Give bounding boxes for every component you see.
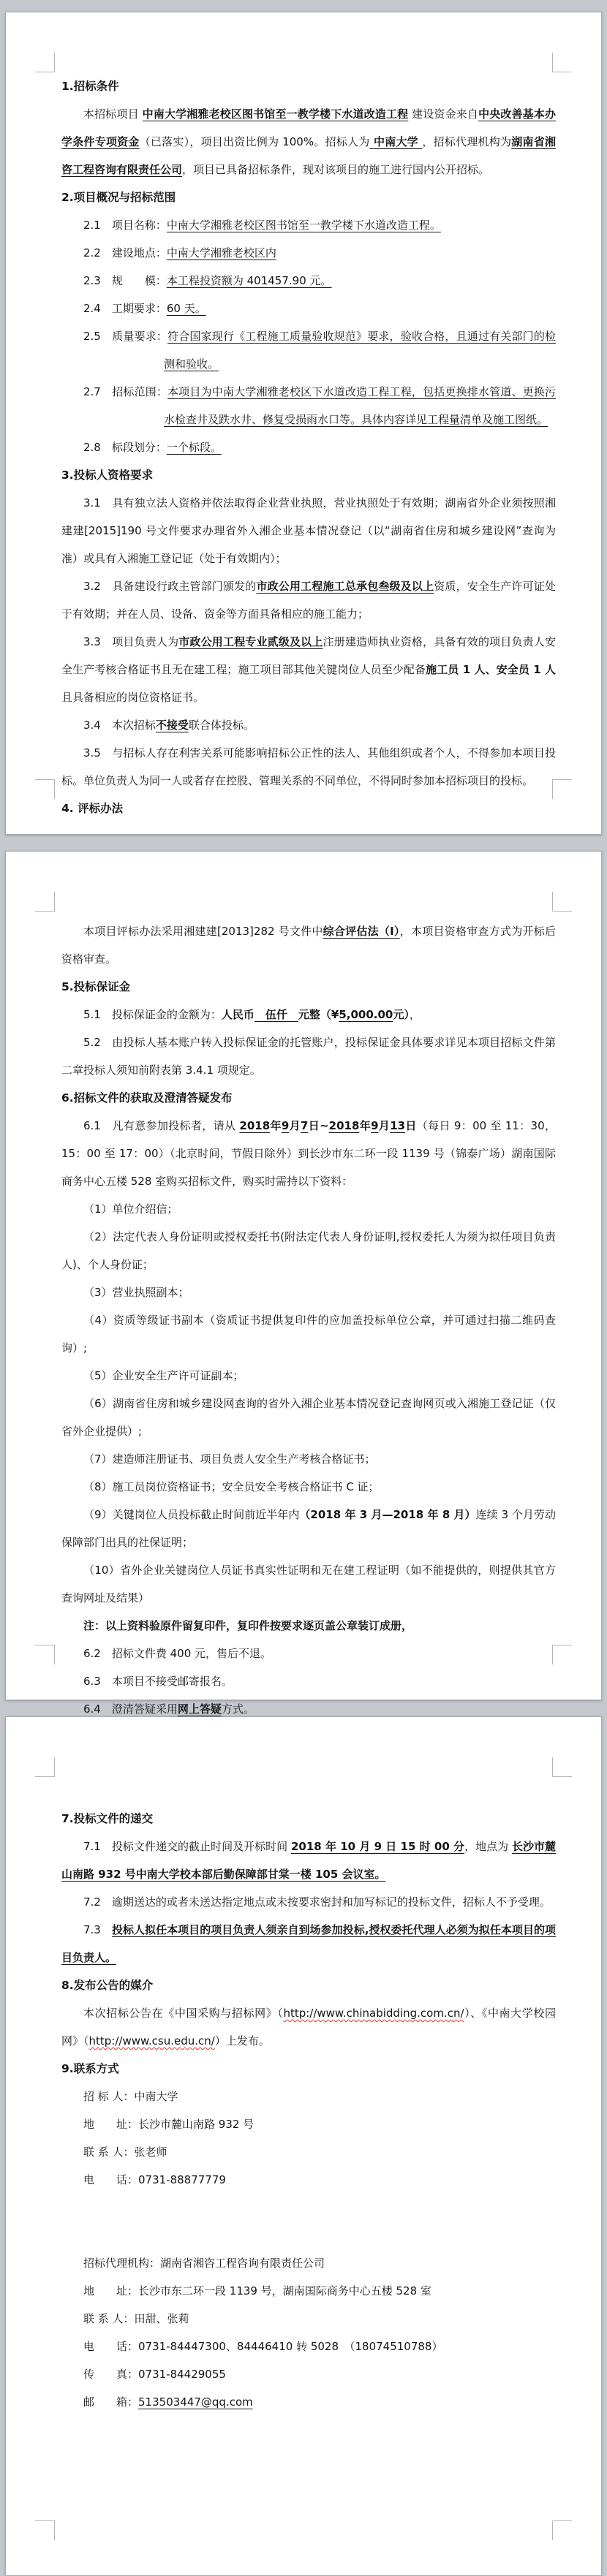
paragraph (61, 1306, 556, 1362)
text-run: （4）资质等级证书副本（资质证书提供复印件的应加盖投标单位公章，并可通过扫描二维码查询）; (61, 1314, 556, 1355)
text-run: ）、《中南大学校园网》（ (61, 2007, 556, 2047)
text-run: 联 系 人：张老师 (83, 2145, 167, 2159)
paragraph (61, 917, 556, 973)
paragraph (61, 2194, 556, 2221)
paragraph (61, 1501, 556, 1556)
paragraph (61, 2277, 556, 2305)
text-run: ，本项目资格审查方式为开标后资格审查。 (61, 925, 556, 966)
text-run: 月 (378, 1119, 391, 1132)
text-run: 招标代理机构：湖南省湘咨工程咨询有限责任公司 (83, 2257, 325, 2270)
text-run: 2.3 规 模： (83, 274, 167, 287)
text-run (83, 2201, 87, 2214)
paragraph (61, 100, 556, 183)
document-page-1[interactable] (5, 12, 602, 835)
text-run: http://www.csu.edu.cn/ (88, 2034, 215, 2047)
text-run: 本招标项目 (83, 107, 143, 121)
text-run: 湖南省湘咨工程咨询有限责任公司 (61, 135, 556, 176)
text-run: 5.投标保证金 (61, 980, 131, 993)
text-run: ， (409, 1008, 421, 1021)
text-run: 7.3 (83, 1923, 112, 1936)
text-run: （已落实），项目出资比例为 100%。招标人为 (139, 135, 370, 148)
text-run (83, 2229, 87, 2242)
text-run: 5.2 由投标人基本账户转入投标保证金的托管账户，投标保证金具体要求详见本项目招标文件第二章投标人须知前附表第 3.4.1 项规定。 (61, 1036, 556, 1077)
section-heading (61, 72, 556, 100)
text-run: 电 话：0731-84447300、84446410 转 5028 （18074510788） (83, 2340, 443, 2353)
paragraph (61, 2305, 556, 2333)
text-run: 地 址：长沙市东二环一段 1139 号，湖南国际商务中心五楼 528 室 (83, 2284, 431, 2297)
text-run: 2.5 质量要求： (83, 330, 168, 343)
text-run: 联合体投标。 (188, 719, 255, 732)
paragraph (61, 1667, 556, 1695)
text-run: 注册建造师执业资格，具备有效的项目负责人安全生产考核合格证书且无在建工程；施工项目部其他关键岗位人员至少配备 (61, 635, 556, 676)
text-run: 中南大学湘雅老校区内 (166, 246, 276, 260)
text-run: ，招标代理机构为 (422, 135, 512, 148)
paragraph (61, 2110, 556, 2138)
page-text-area (6, 1717, 601, 2416)
paragraph (61, 628, 556, 711)
paragraph (61, 711, 556, 739)
text-run: 且具备相应的岗位资格证书。 (61, 691, 205, 704)
text-run: 9 (281, 1119, 290, 1132)
text-run: 中央改善基本办学条件专项资金 (61, 107, 556, 148)
section-heading (61, 461, 556, 489)
text-run: ~ (320, 1119, 329, 1132)
paragraph (61, 267, 556, 295)
text-run: 人民币 (221, 1008, 255, 1021)
text-run: 5.1 投标保证金的金额为： (83, 1008, 222, 1021)
text-run: 4. 评标办法 (61, 802, 124, 815)
text-run: （7）建造师注册证书、项目负责人安全生产考核合格证书； (83, 1452, 376, 1466)
text-run: 本次招标公告在《中国采购与招标网》（ (83, 2007, 284, 2020)
paragraph (61, 2333, 556, 2360)
text-run: 元） (393, 1008, 410, 1021)
text-run: 6.4 澄清答疑采用 (83, 1702, 178, 1716)
text-run: 2018 (239, 1119, 271, 1132)
paragraph (61, 1223, 556, 1278)
paragraph (61, 1028, 556, 1084)
paragraph (61, 1112, 556, 1195)
page-text-area (6, 12, 601, 822)
paragraph (61, 2166, 556, 2194)
text-run: 伍仟 (254, 1008, 298, 1021)
paragraph (61, 2083, 556, 2110)
text-run: 9 (371, 1119, 379, 1132)
paragraph (61, 1916, 556, 1971)
paragraph (61, 378, 556, 433)
text-run: （2）法定代表人身份证明或授权委托书(附法定代表人身份证明,授权委托人为须为拟任项目负责人)、个人身份证； (61, 1230, 556, 1271)
paragraph (61, 1445, 556, 1473)
text-run: （5）企业安全生产许可证副本； (83, 1369, 244, 1382)
text-run: ，项目已具备招标条件，现对该项目的施工进行国内公开招标。 (182, 163, 490, 176)
text-run: 3.4 本次招标 (83, 719, 156, 732)
text-run: ）上发布。 (214, 2034, 270, 2047)
paragraph (61, 2388, 556, 2416)
text-run: 年 (359, 1119, 372, 1132)
section-heading (61, 1084, 556, 1112)
text-run: 7.2 逾期送达的或者未送达指定地点或未按要求密封和加写标记的投标文件，招标人不予受理。 (83, 1895, 551, 1909)
text-run: 5,000.00 (339, 1008, 393, 1021)
paragraph (61, 322, 556, 378)
paragraph (61, 1001, 556, 1028)
text-run: 综合评估法（I） (323, 925, 400, 938)
paragraph (61, 1473, 556, 1501)
text-run: 长沙市麓山南路 932 号中南大学校本部后勤保障部甘棠一楼 105 会议室。 (61, 1840, 556, 1881)
text-run: （10）省外企业关键岗位人员证书真实性证明和无在建工程证明（如不能提供的，则提供其官方查询网址及结果） (61, 1564, 556, 1605)
text-run: 60 天。 (166, 302, 206, 315)
text-run: 7 (300, 1119, 309, 1132)
text-run: 2.项目概况与招标范围 (61, 191, 176, 204)
text-run: ，地点为 (464, 1840, 512, 1853)
text-run: 8.发布公告的媒介 (61, 1979, 154, 1992)
text-run: 电 话：0731-88877779 (83, 2173, 226, 2186)
text-run: （9）关键岗位人员投标截止时间前近半年内 (83, 1508, 300, 1521)
text-run: 年 (270, 1119, 282, 1132)
text-run: 资质，安全生产许可证处于有效期；并在人员、设备、资金等方面具备相应的施工能力； (61, 580, 556, 621)
section-heading (61, 795, 556, 822)
text-run: 3.3 项目负责人为 (83, 635, 179, 648)
section-heading (61, 2055, 556, 2083)
text-run: 地 址：长沙市麓山南路 932 号 (83, 2118, 255, 2131)
paragraph (61, 1640, 556, 1667)
paragraph (61, 489, 556, 572)
text-run: 6.2 招标文件费 400 元，售后不退。 (83, 1647, 272, 1660)
text-run: 2.2 建设地点： (83, 246, 167, 260)
text-run: 建设资金来自 (408, 107, 479, 121)
text-run: 网上答疑 (177, 1702, 222, 1716)
text-run: 1.招标条件 (61, 80, 119, 93)
text-run: 6.3 本项目不接受邮寄报名。 (83, 1675, 233, 1688)
text-run: 7.投标文件的递交 (61, 1812, 154, 1825)
text-run: 2.7 招标范围： (83, 385, 168, 398)
section-heading (61, 1971, 556, 1999)
text-run: （每日 9：00 至 11：30，15：00 至 17：00）（北京时间，节假日除外）到长沙市东二环一段 1139 号（锦泰广场）湖南国际商务中心五楼 528 室购买招标文件，购买时需持以下资料： (61, 1119, 556, 1188)
text-run: 投标人拟任本项目的项目负责人须亲自到场参加投标,授权委托代理人必须为拟任本项目的项目负责人。 (61, 1923, 557, 1964)
paragraph (61, 2360, 556, 2388)
text-run: 13 (390, 1119, 406, 1132)
text-run: 3.2 具备建设行政主管部门颁发的 (83, 580, 257, 593)
text-run: 招 标 人：中南大学 (83, 2090, 178, 2103)
text-run: 施工员 1 人、安全员 1 人 (426, 663, 556, 676)
text-run: 2.8 标段划分： (83, 441, 167, 454)
paragraph (61, 739, 556, 795)
document-page-2[interactable] (5, 851, 602, 1716)
text-run: 符合国家现行《工程施工质量验收规范》要求，验收合格，且通过有关部门的检测和验收。 (164, 330, 556, 371)
text-run: 元整（¥ (298, 1008, 339, 1021)
paragraph (61, 1278, 556, 1306)
text-run: 3.1 具有独立法人资格并依法取得企业营业执照，营业执照处于有效期；湖南省外企业须按照湘建建[2015]190 号文件要求办理省外入湘企业基本情况登记（以“湖南省住房和城乡建设网”查询为准）或具有入湘施工登记证（处于有效期内）； (61, 496, 556, 565)
text-run: 一个标段。 (166, 441, 222, 454)
text-run: 本工程投资额为 401457.90 元。 (166, 274, 332, 287)
text-run: （2018 年 3 月—2018 年 8 月） (299, 1508, 476, 1521)
text-run: 联 系 人：田甜、张莉 (83, 2312, 189, 2325)
text-run: 9.联系方式 (61, 2062, 119, 2075)
section-heading (61, 1805, 556, 1833)
text-run: 中南大学湘雅老校区图书馆至一教学楼下水道改造工程。 (166, 219, 441, 232)
text-run: 3.投标人资格要求 (61, 469, 154, 482)
text-run: 本项目评标办法采用湘建建[2013]282 号文件中 (83, 925, 323, 938)
text-run: 市政公用工程专业贰级及以上 (178, 635, 323, 648)
paragraph (61, 1833, 556, 1888)
paragraph (61, 211, 556, 239)
text-run: （3）营业执照副本； (83, 1286, 189, 1299)
text-run: 市政公用工程施工总承包叁级及以上 (256, 580, 434, 593)
text-run: 2.1 项目名称： (83, 219, 167, 232)
text-run: （6）湖南省住房和城乡建设网查询的省外入湘企业基本情况登记查询网页或入湘施工登记证（仅省外企业提供）; (61, 1397, 556, 1438)
text-run: 3.5 与招标人存在利害关系可能影响招标公正性的法人、其他组织或者个人，不得参加本项目投标。单位负责人为同一人或者存在控股、管理关系的不同单位，不得同时参加本招标项目的投标。 (61, 746, 556, 787)
text-run: 2018 年 10 月 9 日 15 时 00 分 (290, 1840, 465, 1853)
paragraph (61, 1612, 556, 1640)
paragraph (61, 2249, 556, 2277)
text-run: 7.1 投标文件递交的截止时间及开标时间 (83, 1840, 291, 1853)
paragraph (61, 1362, 556, 1390)
text-run: 日 (308, 1119, 320, 1132)
section-heading (61, 973, 556, 1001)
text-run: 中南大学湘雅老校区图书馆至一教学楼下水道改造工程 (142, 107, 409, 121)
text-run: 连续 3 个月劳动保障部门出具的社保证明； (61, 1508, 556, 1549)
text-run: 不接受 (155, 719, 189, 732)
margin-corner-mark (552, 2520, 572, 2540)
paragraph (61, 1999, 556, 2055)
paragraph (61, 1888, 556, 1916)
text-run: 6.招标文件的获取及澄清答疑发布 (61, 1091, 233, 1105)
text-run: 513503447@qq.com (138, 2395, 253, 2409)
paragraph (61, 2138, 556, 2166)
text-run: http://www.chinabidding.com.cn/ (283, 2007, 464, 2020)
text-run: 中南大学 (369, 135, 423, 148)
text-run: 日 (405, 1119, 417, 1132)
paragraph (61, 1556, 556, 1612)
paragraph (61, 295, 556, 322)
paragraph (61, 433, 556, 461)
paragraph (61, 239, 556, 267)
text-run: 本项目为中南大学湘雅老校区下水道改造工程工程，包括更换排水管道、更换污水检查井及跌水井、修复受损雨水口等。具体内容详见工程量清单及施工图纸。 (164, 385, 556, 426)
document-page-3[interactable] (5, 1716, 602, 2576)
text-run: 邮 箱： (83, 2395, 139, 2409)
text-run: 2.4 工期要求： (83, 302, 167, 315)
paragraph (61, 1390, 556, 1445)
paragraph (61, 1195, 556, 1223)
text-run: （1）单位介绍信； (83, 1202, 178, 1216)
text-run: 注：以上资料验原件留复印件，复印件按要求逐页盖公章装订成册， (83, 1619, 413, 1632)
margin-corner-mark (35, 2520, 55, 2540)
text-run: 方式。 (221, 1702, 255, 1716)
paragraph (61, 2221, 556, 2249)
section-heading (61, 183, 556, 211)
text-run: 月 (289, 1119, 301, 1132)
text-run: 2018 (328, 1119, 360, 1132)
text-run: （8）施工员岗位资格证书；安全员安全考核合格证书 C 证； (83, 1480, 380, 1493)
paragraph (61, 572, 556, 628)
text-run: 传 真：0731-84429055 (83, 2368, 226, 2381)
page-text-area (6, 852, 601, 1723)
text-run: 6.1 凡有意参加投标者，请从 (83, 1119, 240, 1132)
